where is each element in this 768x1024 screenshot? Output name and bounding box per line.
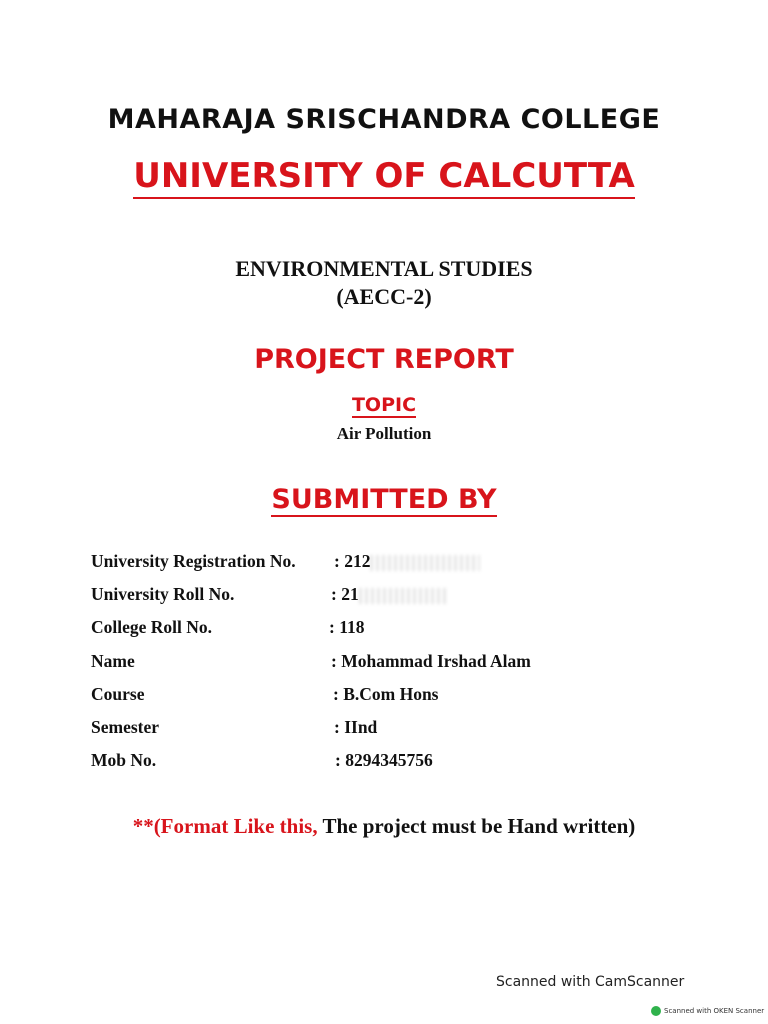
detail-label: Mob No. [91,750,157,771]
detail-row-name [91,648,731,681]
detail-label: University Roll No. [91,584,235,605]
detail-value: : 118 [329,617,365,638]
detail-row-college-roll [91,614,731,647]
detail-value: : Mohammad Irshad Alam [331,650,531,671]
topic-label [0,394,768,416]
format-note-red: **(Format Like this, [132,814,318,838]
redacted-area [359,588,449,604]
subject-name: ENVIRONMENTAL STUDIES [235,256,533,281]
topic-value: Air Pollution [336,424,432,443]
student-details [91,548,731,780]
format-note [0,814,768,839]
submitted-by-heading [0,484,768,515]
report-title: PROJECT REPORT [254,344,514,375]
detail-row-course [91,681,731,714]
detail-value: : 21 [331,581,449,607]
scanner-badge [651,1006,764,1016]
scanner-logo-icon [651,1006,661,1016]
detail-label: University Registration No. [91,551,296,571]
detail-row-roll [91,581,731,614]
detail-value: : IInd [334,716,378,737]
detail-value: : 212 [334,548,480,574]
college-name: MAHARAJA SRISCHANDRA COLLEGE [107,104,661,135]
detail-value: : B.Com Hons [333,683,439,704]
detail-row-semester [91,714,731,747]
subject-code: (AECC-2) [336,284,432,309]
redacted-area [370,555,480,571]
detail-label: Course [91,683,145,704]
submitted-by-text: SUBMITTED BY [271,484,497,515]
scanner-watermark: Scanned with CamScanner [496,974,685,990]
detail-label: College Roll No. [91,617,213,638]
scanner-badge-text: Scanned with OKEN Scanner [664,1007,765,1015]
detail-label: Semester [91,716,160,737]
detail-row-registration [91,548,731,581]
format-note-black: The project must be Hand written) [317,814,636,838]
detail-label: Name [91,650,135,671]
detail-value: : 8294345756 [335,750,433,771]
detail-row-mobile [91,747,731,780]
university-name [0,156,768,196]
university-name-text: UNIVERSITY OF CALCUTTA [133,156,635,199]
topic-label-text: TOPIC [351,394,417,416]
